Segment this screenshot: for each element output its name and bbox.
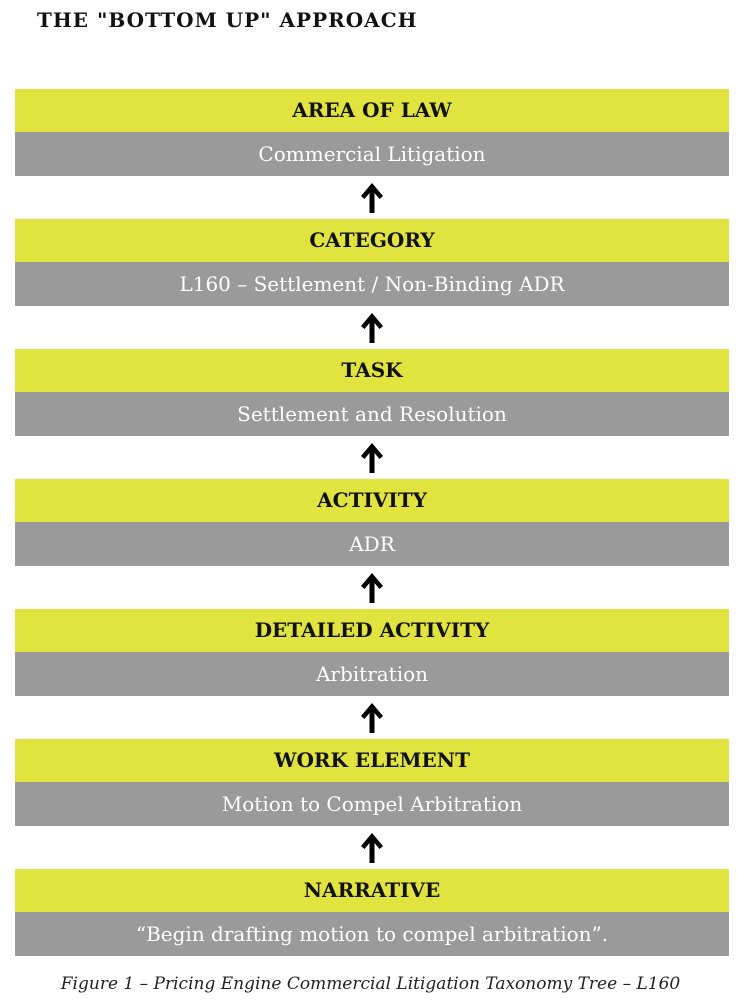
up-arrow-icon [360,442,384,474]
up-arrow-icon [360,182,384,214]
level-area-of-law [15,89,729,176]
connector [15,826,729,869]
up-arrow-icon [360,832,384,864]
connector [15,436,729,479]
taxonomy-tree [15,89,729,956]
level-label: CATEGORY [15,219,729,262]
level-activity [15,479,729,566]
level-task [15,349,729,436]
level-value: ADR [15,522,729,566]
level-label: ACTIVITY [15,479,729,522]
level-value: L160 – Settlement / Non-Binding ADR [15,262,729,306]
level-label: WORK ELEMENT [15,739,729,782]
up-arrow-icon [360,702,384,734]
level-value: Motion to Compel Arbitration [15,782,729,826]
level-value: Arbitration [15,652,729,696]
figure-caption: Figure 1 – Pricing Engine Commercial Litigation Taxonomy Tree – L160 [60,974,681,994]
level-label: AREA OF LAW [15,89,729,132]
level-detailed-activity [15,609,729,696]
connector [15,566,729,609]
level-value: Commercial Litigation [15,132,729,176]
connector [15,176,729,219]
level-category [15,219,729,306]
page-title: THE "BOTTOM UP" APPROACH [37,8,418,32]
connector [15,306,729,349]
level-narrative [15,869,729,956]
level-work-element [15,739,729,826]
level-label: DETAILED ACTIVITY [15,609,729,652]
level-value: Settlement and Resolution [15,392,729,436]
up-arrow-icon [360,572,384,604]
level-label: NARRATIVE [15,869,729,912]
level-label: TASK [15,349,729,392]
up-arrow-icon [360,312,384,344]
level-value: “Begin drafting motion to compel arbitration”. [15,912,729,956]
connector [15,696,729,739]
